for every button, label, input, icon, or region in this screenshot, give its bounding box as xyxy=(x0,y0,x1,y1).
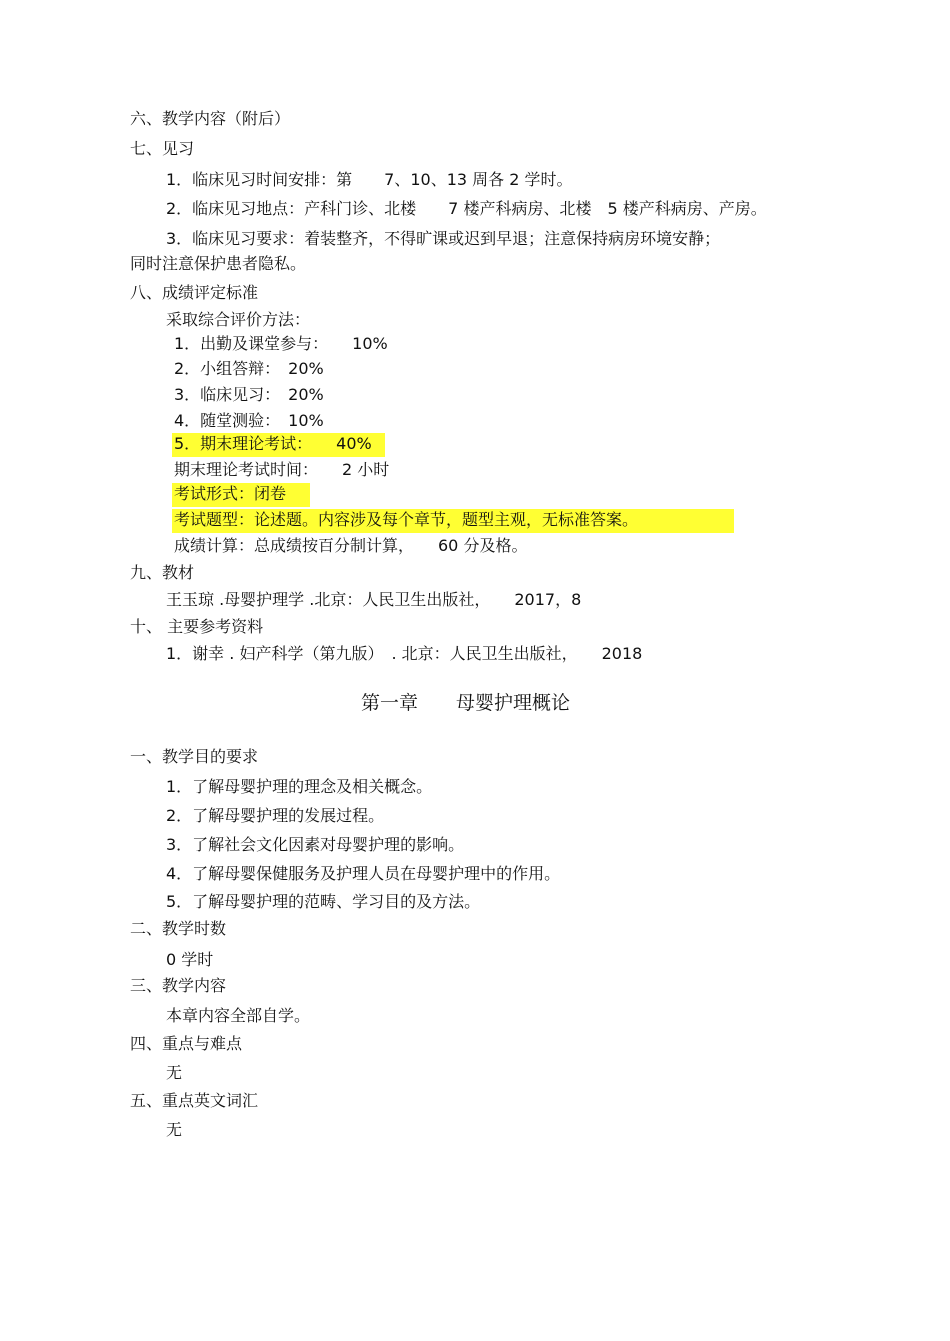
reference-item: 1．谢幸 . 妇产科学（第九版） . 北京：人民卫生出版社， 2018 xyxy=(166,644,643,663)
goal-item: 3．了解社会文化因素对母婴护理的影响。 xyxy=(166,835,465,854)
goal-item: 1．了解母婴护理的理念及相关概念。 xyxy=(166,777,433,796)
exam-time: 期末理论考试时间： 2 小时 xyxy=(174,460,390,479)
grade-item-quiz: 4．随堂测验： 10% xyxy=(174,411,324,430)
evaluation-intro: 采取综合评价方法： xyxy=(166,310,311,329)
grade-item-group-defense: 2．小组答辩： 20% xyxy=(174,359,324,378)
key-points-heading: 四、重点与难点 xyxy=(130,1034,243,1053)
section-6-heading: 六、教学内容（附后） xyxy=(130,109,291,128)
section-9-heading: 九、教材 xyxy=(130,563,195,582)
content-heading: 三、教学内容 xyxy=(130,976,227,995)
internship-requirements-cont: 同时注意保护患者隐私。 xyxy=(130,254,307,273)
internship-schedule: 1．临床见习时间安排：第 7、10、13 周各 2 学时。 xyxy=(166,170,573,189)
textbook-item: 王玉琼 .母婴护理学 .北京：人民卫生出版社， 2017，8 xyxy=(166,590,582,609)
exam-question-type: 考试题型：论述题。内容涉及每个章节，题型主观，无标准答案。 xyxy=(172,509,734,533)
grade-item-final-exam: 5．期末理论考试： 40% xyxy=(172,433,385,457)
grade-item-attendance: 1．出勤及课堂参与： 10% xyxy=(174,334,388,353)
internship-requirements: 3．临床见习要求：着装整齐，不得旷课或迟到早退；注意保持病房环境安静； xyxy=(166,229,721,248)
exam-form: 考试形式：闭卷 xyxy=(172,483,310,507)
grade-item-clinical: 3．临床见习： 20% xyxy=(174,385,324,404)
content-value: 本章内容全部自学。 xyxy=(166,1006,311,1025)
vocab-value: 无 xyxy=(166,1120,183,1139)
section-10-heading: 十、 主要参考资料 xyxy=(130,617,264,636)
goal-item: 2．了解母婴护理的发展过程。 xyxy=(166,806,385,825)
vocab-heading: 五、重点英文词汇 xyxy=(130,1091,259,1110)
goals-heading: 一、教学目的要求 xyxy=(130,747,259,766)
key-points-value: 无 xyxy=(166,1063,183,1082)
hours-value: 0 学时 xyxy=(166,950,214,969)
hours-heading: 二、教学时数 xyxy=(130,919,227,938)
chapter-title: 第一章 母婴护理概论 xyxy=(361,692,571,714)
section-7-heading: 七、见习 xyxy=(130,139,195,158)
goal-item: 5．了解母婴护理的范畴、学习目的及方法。 xyxy=(166,892,481,911)
section-8-heading: 八、成绩评定标准 xyxy=(130,283,259,302)
internship-location: 2．临床见习地点：产科门诊、北楼 7 楼产科病房、北楼 5 楼产科病房、产房。 xyxy=(166,199,767,218)
score-calculation: 成绩计算：总成绩按百分制计算， 60 分及格。 xyxy=(174,536,528,555)
goal-item: 4．了解母婴保健服务及护理人员在母婴护理中的作用。 xyxy=(166,864,561,883)
